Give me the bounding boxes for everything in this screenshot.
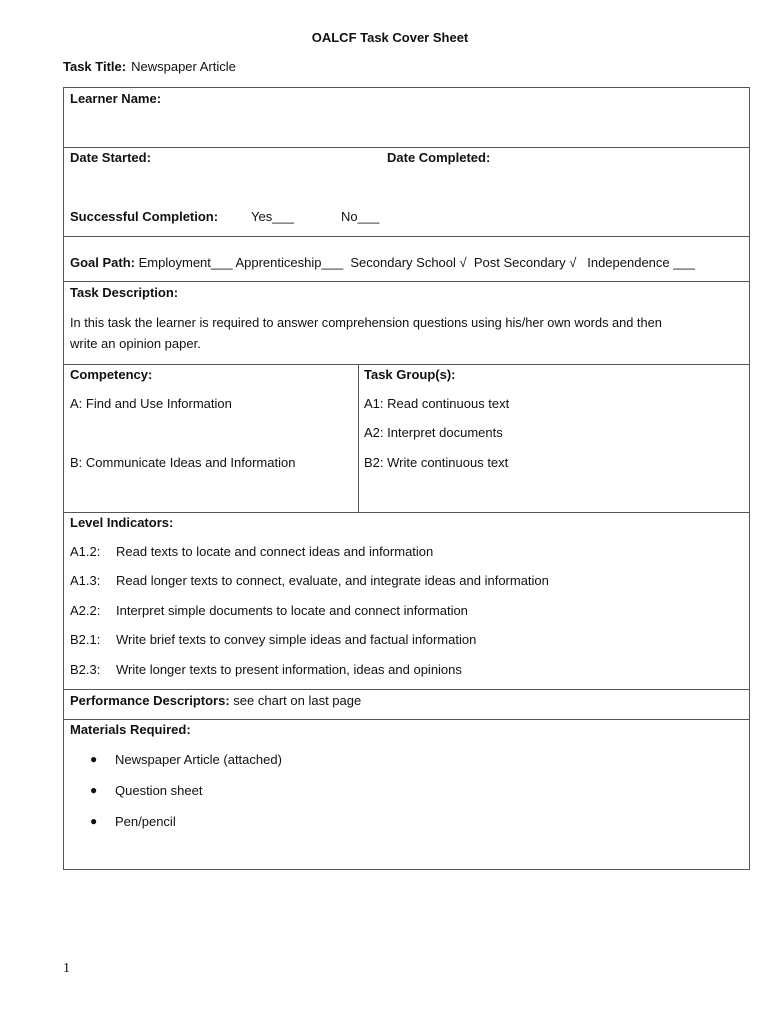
materials-label: Materials Required: <box>70 722 191 737</box>
competency-label: Competency: <box>70 367 153 382</box>
divider <box>64 147 749 148</box>
level-indicator-text: Read longer texts to connect, evaluate, and integrate ideas and information <box>116 573 549 588</box>
document-title: OALCF Task Cover Sheet <box>311 30 469 45</box>
performance-descriptors-line <box>70 693 361 708</box>
goal-path-options: Employment___ Apprenticeship___ Secondary School √ Post Secondary √ Independence ___ <box>138 255 695 270</box>
level-indicators-label: Level Indicators: <box>70 515 174 530</box>
learner-name-label: Learner Name: <box>70 91 162 106</box>
level-indicator-code: A1.3: <box>70 573 101 588</box>
performance-descriptors-label: Performance Descriptors: <box>70 693 230 708</box>
level-indicator-code: A1.2: <box>70 544 101 559</box>
divider <box>64 364 749 365</box>
successful-completion-label: Successful Completion: <box>70 209 219 224</box>
task-group-b2: B2: Write continuous text <box>364 455 509 470</box>
material-item: Question sheet <box>115 783 203 798</box>
task-group-a1: A1: Read continuous text <box>364 396 510 411</box>
divider <box>64 719 749 720</box>
task-description-line-2: write an opinion paper. <box>70 336 201 351</box>
completion-yes: Yes___ <box>251 209 294 224</box>
task-title-value: Newspaper Article <box>131 59 236 74</box>
completion-no: No___ <box>341 209 380 224</box>
cover-sheet-table <box>63 87 750 870</box>
level-indicator-text: Read texts to locate and connect ideas and information <box>116 544 434 559</box>
page-number: 1 <box>63 961 70 976</box>
performance-descriptors-value: see chart on last page <box>233 693 362 708</box>
task-groups-label: Task Group(s): <box>364 367 456 382</box>
goal-path-line <box>70 255 695 270</box>
level-indicator-code: A2.2: <box>70 603 101 618</box>
divider <box>64 689 749 690</box>
task-description-line-1: In this task the learner is required to answer comprehension questions using his/her own words and then <box>70 315 662 330</box>
date-completed-label: Date Completed: <box>387 150 491 165</box>
task-title-label: Task Title: <box>63 59 127 74</box>
date-started-label: Date Started: <box>70 150 151 165</box>
material-item: Pen/pencil <box>115 814 176 829</box>
task-group-a2: A2: Interpret documents <box>364 425 503 440</box>
level-indicator-code: B2.3: <box>70 662 101 677</box>
bullet-icon: ● <box>90 783 98 797</box>
goal-path-label: Goal Path: <box>70 255 136 270</box>
column-divider <box>358 364 359 512</box>
material-item: Newspaper Article (attached) <box>115 752 282 767</box>
divider <box>64 236 749 237</box>
level-indicator-text: Write longer texts to present information, ideas and opinions <box>116 662 462 677</box>
level-indicator-text: Interpret simple documents to locate and connect information <box>116 603 468 618</box>
bullet-icon: ● <box>90 814 98 828</box>
bullet-icon: ● <box>90 752 98 766</box>
divider <box>64 281 749 282</box>
competency-b: B: Communicate Ideas and Information <box>70 455 296 470</box>
divider <box>64 512 749 513</box>
task-title-line <box>63 59 236 74</box>
competency-a: A: Find and Use Information <box>70 396 232 411</box>
level-indicator-code: B2.1: <box>70 632 101 647</box>
level-indicator-text: Write brief texts to convey simple ideas and factual information <box>116 632 477 647</box>
task-description-label: Task Description: <box>70 285 179 300</box>
